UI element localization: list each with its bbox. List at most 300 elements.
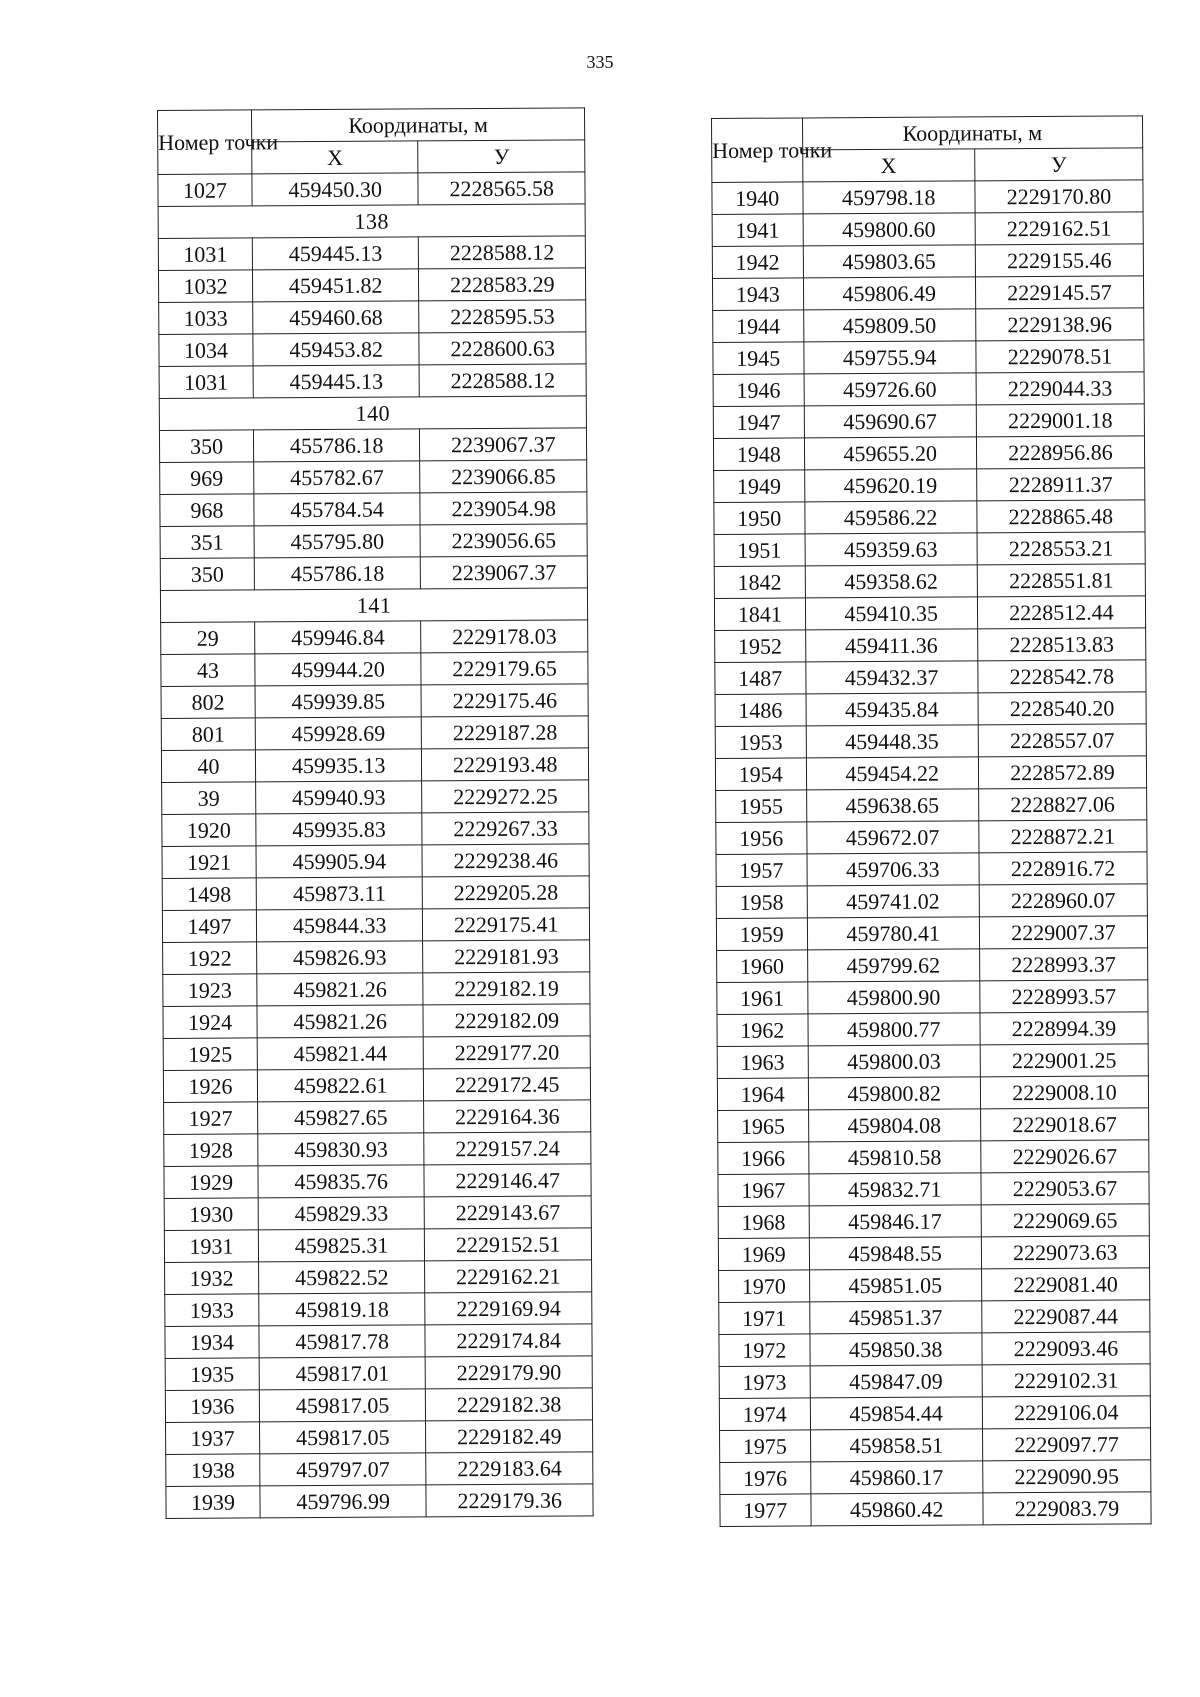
point-number-cell: 1926: [163, 1070, 257, 1103]
y-coordinate-cell: 2229073.63: [981, 1236, 1149, 1269]
y-coordinate-cell: 2229182.09: [423, 1004, 590, 1037]
table-row: [720, 1460, 1151, 1495]
table-row: [712, 180, 1143, 215]
y-coordinate-cell: 2229155.46: [975, 244, 1143, 277]
y-coordinate-cell: 2229069.65: [981, 1204, 1149, 1237]
point-number-cell: 1974: [719, 1398, 810, 1431]
point-number-cell: 1954: [715, 758, 806, 791]
x-coordinate-cell: 459445.13: [252, 237, 419, 270]
point-number-cell: 1945: [713, 342, 804, 375]
table-row: [162, 876, 589, 911]
point-number-cell: 1937: [166, 1422, 260, 1455]
point-number-cell: 40: [161, 750, 255, 783]
x-coordinate-cell: 459741.02: [807, 885, 980, 918]
x-coordinate-cell: 459851.37: [809, 1301, 982, 1334]
y-coordinate-cell: 2229007.37: [979, 916, 1147, 949]
y-coordinate-cell: 2228865.48: [977, 500, 1145, 533]
y-coordinate-cell: 2229106.04: [982, 1396, 1150, 1429]
table-row: [716, 916, 1147, 951]
x-coordinate-cell: 459755.94: [803, 341, 976, 374]
x-coordinate-cell: 459835.76: [258, 1165, 425, 1198]
table-row: [163, 940, 590, 975]
y-coordinate-cell: 2228600.63: [419, 332, 586, 365]
x-coordinate-cell: 459410.35: [805, 597, 978, 630]
x-coordinate-cell: 459827.65: [257, 1101, 424, 1134]
y-coordinate-cell: 2229177.20: [424, 1036, 591, 1069]
y-coordinate-cell: 2228993.57: [980, 980, 1148, 1013]
y-coordinate-cell: 2239056.65: [420, 524, 587, 557]
point-number-cell: 1930: [164, 1198, 258, 1231]
section-row: [159, 396, 586, 431]
y-coordinate-cell: 2229053.67: [981, 1172, 1149, 1205]
x-coordinate-cell: 459460.68: [253, 301, 420, 334]
point-number-cell: 1939: [166, 1486, 260, 1519]
coordinates-table-right: [711, 115, 1152, 1527]
x-coordinate-cell: 459620.19: [804, 469, 977, 502]
y-coordinate-cell: 2229081.40: [981, 1268, 1149, 1301]
table-row: [161, 684, 588, 719]
x-coordinate-cell: 459796.99: [260, 1485, 427, 1518]
table-row: [159, 428, 586, 463]
table-row: [162, 908, 589, 943]
x-coordinate-cell: 455786.18: [254, 557, 421, 590]
point-number-cell: 1922: [163, 942, 257, 975]
table-row: [713, 372, 1144, 407]
y-coordinate-cell: 2229097.77: [982, 1428, 1150, 1461]
x-coordinate-cell: 459804.08: [808, 1109, 981, 1142]
y-coordinate-cell: 2229018.67: [980, 1108, 1148, 1141]
y-coordinate-cell: 2239066.85: [420, 460, 587, 493]
table-row: [713, 436, 1144, 471]
table-row: [715, 756, 1146, 791]
point-number-cell: 1934: [165, 1326, 259, 1359]
y-coordinate-cell: 2229181.93: [423, 940, 590, 973]
point-number-cell: 1966: [718, 1142, 809, 1175]
y-coordinate-cell: 2228542.78: [978, 660, 1146, 693]
x-coordinate-cell: 459819.18: [259, 1293, 426, 1326]
y-coordinate-cell: 2229001.18: [976, 404, 1144, 437]
y-coordinate-cell: 2229182.38: [426, 1388, 593, 1421]
point-number-cell: 1973: [719, 1366, 810, 1399]
y-coordinate-cell: 2228588.12: [419, 236, 586, 269]
point-number-cell: 1498: [162, 878, 256, 911]
y-coordinate-cell: 2239054.98: [420, 492, 587, 525]
x-coordinate-cell: 459944.20: [255, 653, 422, 686]
x-coordinate-cell: 459586.22: [804, 501, 977, 534]
table-row: [716, 788, 1147, 823]
table-row: [161, 620, 588, 655]
point-number-cell: 1921: [162, 846, 256, 879]
y-coordinate-cell: 2228956.86: [976, 436, 1144, 469]
point-number-cell: 1931: [164, 1230, 258, 1263]
point-number-cell: 1027: [158, 174, 252, 207]
x-coordinate-cell: 459860.42: [810, 1493, 983, 1526]
table-row: [718, 1204, 1149, 1239]
x-coordinate-cell: 459821.44: [257, 1037, 424, 1070]
point-number-cell: 29: [161, 622, 255, 655]
x-coordinate-cell: 459848.55: [809, 1237, 982, 1270]
y-coordinate-cell: 2229164.36: [424, 1100, 591, 1133]
x-coordinate-cell: 459806.49: [803, 277, 976, 310]
point-number-cell: 1960: [717, 950, 808, 983]
table-row: [714, 532, 1145, 567]
table-row: [158, 172, 585, 207]
x-coordinate-cell: 459829.33: [258, 1197, 425, 1230]
x-coordinate-cell: 459453.82: [253, 333, 420, 366]
x-coordinate-cell: 459800.03: [808, 1045, 981, 1078]
y-coordinate-cell: 2228827.06: [978, 788, 1146, 821]
point-number-cell: 1952: [715, 630, 806, 663]
point-number-cell: 1031: [159, 366, 253, 399]
x-coordinate-cell: 459797.07: [260, 1453, 427, 1486]
x-coordinate-cell: 459800.82: [808, 1077, 981, 1110]
point-number-cell: 1942: [712, 246, 803, 279]
y-coordinate-cell: 2229193.48: [422, 748, 589, 781]
table-row: [719, 1396, 1150, 1431]
coordinates-table-left: [157, 107, 594, 1519]
table-row: [160, 524, 587, 559]
point-number-cell: 1975: [720, 1430, 811, 1463]
point-number-cell: 1841: [714, 598, 805, 631]
table-row: [162, 780, 589, 815]
point-number-cell: 1943: [712, 278, 803, 311]
section-label: 140: [159, 396, 586, 431]
table-row: [160, 460, 587, 495]
x-coordinate-cell: 459432.37: [805, 661, 978, 694]
x-coordinate-cell: 459359.63: [805, 533, 978, 566]
table-row: [164, 1228, 591, 1263]
y-coordinate-cell: 2228512.44: [977, 596, 1145, 629]
point-number-cell: 350: [159, 430, 253, 463]
x-coordinate-cell: 459803.65: [803, 245, 976, 278]
point-number-cell: 1948: [713, 438, 804, 471]
table-row: [159, 300, 586, 335]
x-coordinate-cell: 459821.26: [257, 973, 424, 1006]
table-row: [720, 1428, 1151, 1463]
point-number-cell: 1933: [165, 1294, 259, 1327]
y-coordinate-cell: 2228557.07: [978, 724, 1146, 757]
header-y: У: [975, 148, 1143, 181]
x-coordinate-cell: 459847.09: [810, 1365, 983, 1398]
y-coordinate-cell: 2229162.21: [425, 1260, 592, 1293]
x-coordinate-cell: 459780.41: [807, 917, 980, 950]
y-coordinate-cell: 2229083.79: [983, 1492, 1151, 1525]
point-number-cell: 1924: [163, 1006, 257, 1039]
header-coordinates: Координаты, м: [251, 108, 584, 142]
point-number-cell: 1944: [713, 310, 804, 343]
x-coordinate-cell: 459844.33: [256, 909, 423, 942]
x-coordinate-cell: 459821.26: [257, 1005, 424, 1038]
y-coordinate-cell: 2228583.29: [419, 268, 586, 301]
point-number-cell: 1961: [717, 982, 808, 1015]
x-coordinate-cell: 459935.13: [255, 749, 422, 782]
table-row: [716, 884, 1147, 919]
point-number-cell: 1032: [158, 270, 252, 303]
table-row: [719, 1268, 1150, 1303]
x-coordinate-cell: 459655.20: [804, 437, 977, 470]
table-row: [717, 1044, 1148, 1079]
x-coordinate-cell: 455795.80: [254, 525, 421, 558]
table-row: [161, 716, 588, 751]
y-coordinate-cell: 2229179.90: [426, 1356, 593, 1389]
table-row: [712, 212, 1143, 247]
x-coordinate-cell: 459822.61: [257, 1069, 424, 1102]
point-number-cell: 1976: [720, 1462, 811, 1495]
x-coordinate-cell: 455782.67: [254, 461, 421, 494]
point-number-cell: 1949: [714, 470, 805, 503]
point-number-cell: 1953: [715, 726, 806, 759]
point-number-cell: 1940: [712, 182, 803, 215]
y-coordinate-cell: 2229187.28: [422, 716, 589, 749]
point-number-cell: 1920: [162, 814, 256, 847]
x-coordinate-cell: 459850.38: [809, 1333, 982, 1366]
x-coordinate-cell: 459830.93: [258, 1133, 425, 1166]
x-coordinate-cell: 459940.93: [256, 781, 423, 814]
table-row: [717, 948, 1148, 983]
x-coordinate-cell: 459435.84: [806, 693, 979, 726]
y-coordinate-cell: 2229174.84: [425, 1324, 592, 1357]
table-row: [714, 468, 1145, 503]
y-coordinate-cell: 2228872.21: [979, 820, 1147, 853]
point-number-cell: 1972: [719, 1334, 810, 1367]
point-number-cell: 1938: [166, 1454, 260, 1487]
y-coordinate-cell: 2229087.44: [982, 1300, 1150, 1333]
y-coordinate-cell: 2228513.83: [978, 628, 1146, 661]
table-row: [159, 332, 586, 367]
x-coordinate-cell: 459832.71: [808, 1173, 981, 1206]
x-coordinate-cell: 459706.33: [806, 853, 979, 886]
point-number-cell: 350: [160, 558, 254, 591]
x-coordinate-cell: 459799.62: [807, 949, 980, 982]
y-coordinate-cell: 2229170.80: [975, 180, 1143, 213]
table-row: [718, 1236, 1149, 1271]
y-coordinate-cell: 2229152.51: [425, 1228, 592, 1261]
x-coordinate-cell: 459851.05: [809, 1269, 982, 1302]
y-coordinate-cell: 2228960.07: [979, 884, 1147, 917]
table-row: [165, 1260, 592, 1295]
x-coordinate-cell: 459810.58: [808, 1141, 981, 1174]
page-number: 335: [586, 52, 614, 72]
section-row: [160, 588, 587, 623]
y-coordinate-cell: 2228916.72: [979, 852, 1147, 885]
y-coordinate-cell: 2229143.67: [425, 1196, 592, 1229]
y-coordinate-cell: 2229172.45: [424, 1068, 591, 1101]
x-coordinate-cell: 459935.83: [256, 813, 423, 846]
y-coordinate-cell: 2229138.96: [976, 308, 1144, 341]
table-row: [163, 1004, 590, 1039]
x-coordinate-cell: 459672.07: [806, 821, 979, 854]
y-coordinate-cell: 2229182.19: [423, 972, 590, 1005]
x-coordinate-cell: 459451.82: [252, 269, 419, 302]
table-row: [163, 972, 590, 1007]
header-coordinates: Координаты, м: [802, 116, 1143, 150]
x-coordinate-cell: 459726.60: [804, 373, 977, 406]
table-row: [165, 1356, 592, 1391]
point-number-cell: 1932: [165, 1262, 259, 1295]
table-row: [719, 1364, 1150, 1399]
table-row: [716, 852, 1147, 887]
table-row: [718, 1108, 1149, 1143]
x-coordinate-cell: 459939.85: [255, 685, 422, 718]
y-coordinate-cell: 2229093.46: [982, 1332, 1150, 1365]
x-coordinate-cell: 459825.31: [258, 1229, 425, 1262]
y-coordinate-cell: 2228572.89: [978, 756, 1146, 789]
x-coordinate-cell: 459860.17: [810, 1461, 983, 1494]
y-coordinate-cell: 2228565.58: [418, 172, 585, 205]
point-number-cell: 801: [161, 718, 255, 751]
y-coordinate-cell: 2228595.53: [419, 300, 586, 333]
point-number-cell: 802: [161, 686, 255, 719]
y-coordinate-cell: 2229044.33: [976, 372, 1144, 405]
table-row: [715, 628, 1146, 663]
x-coordinate-cell: 459800.60: [803, 213, 976, 246]
y-coordinate-cell: 2229238.46: [422, 844, 589, 877]
table-row: [718, 1140, 1149, 1175]
point-number-cell: 43: [161, 654, 255, 687]
y-coordinate-cell: 2229145.57: [975, 276, 1143, 309]
point-number-cell: 1935: [165, 1358, 259, 1391]
x-coordinate-cell: 459817.01: [259, 1357, 426, 1390]
x-coordinate-cell: 459411.36: [805, 629, 978, 662]
right-table-body: [712, 180, 1151, 1527]
y-coordinate-cell: 2229179.36: [426, 1484, 593, 1517]
x-coordinate-cell: 459873.11: [256, 877, 423, 910]
x-coordinate-cell: 459826.93: [257, 941, 424, 974]
table-row: [714, 500, 1145, 535]
table-row: [165, 1324, 592, 1359]
header-x: X: [252, 141, 419, 174]
point-number-cell: 1941: [712, 214, 803, 247]
y-coordinate-cell: 2229162.51: [975, 212, 1143, 245]
x-coordinate-cell: 459817.05: [259, 1389, 426, 1422]
table-row: [159, 364, 586, 399]
left-table-body: [158, 172, 593, 1519]
point-number-cell: 1965: [718, 1110, 809, 1143]
point-number-cell: 1497: [162, 910, 256, 943]
point-number-cell: 39: [162, 782, 256, 815]
section-label: 141: [160, 588, 587, 623]
point-number-cell: 1951: [714, 534, 805, 567]
y-coordinate-cell: 2228911.37: [977, 468, 1145, 501]
table-row: [166, 1420, 593, 1455]
point-number-cell: 1927: [164, 1102, 258, 1135]
point-number-cell: 1971: [719, 1302, 810, 1335]
y-coordinate-cell: 2229157.24: [424, 1132, 591, 1165]
x-coordinate-cell: 459450.30: [252, 173, 419, 206]
y-coordinate-cell: 2229078.51: [976, 340, 1144, 373]
point-number-cell: 1962: [717, 1014, 808, 1047]
point-number-cell: 1034: [159, 334, 253, 367]
x-coordinate-cell: 459445.13: [253, 365, 420, 398]
x-coordinate-cell: 459800.77: [807, 1013, 980, 1046]
point-number-cell: 1977: [720, 1494, 811, 1527]
x-coordinate-cell: 455786.18: [253, 429, 420, 462]
x-coordinate-cell: 459638.65: [806, 789, 979, 822]
table-row: [162, 812, 589, 847]
y-coordinate-cell: 2229179.65: [421, 652, 588, 685]
table-row: [717, 1076, 1148, 1111]
y-coordinate-cell: 2229001.25: [980, 1044, 1148, 1077]
y-coordinate-cell: 2228551.81: [977, 564, 1145, 597]
y-coordinate-cell: 2239067.37: [420, 428, 587, 461]
x-coordinate-cell: 459798.18: [802, 181, 975, 214]
y-coordinate-cell: 2229267.33: [422, 812, 589, 845]
y-coordinate-cell: 2228540.20: [978, 692, 1146, 725]
table-row: [717, 1012, 1148, 1047]
point-number-cell: 1963: [717, 1046, 808, 1079]
y-coordinate-cell: 2229205.28: [423, 876, 590, 909]
y-coordinate-cell: 2229272.25: [422, 780, 589, 813]
table-row: [160, 492, 587, 527]
point-number-cell: 1487: [715, 662, 806, 695]
y-coordinate-cell: 2229182.49: [426, 1420, 593, 1453]
point-number-cell: 1031: [158, 238, 252, 271]
point-number-cell: 1959: [716, 918, 807, 951]
table-row: [713, 404, 1144, 439]
y-coordinate-cell: 2228993.37: [979, 948, 1147, 981]
table-row: [712, 244, 1143, 279]
y-coordinate-cell: 2229146.47: [424, 1164, 591, 1197]
point-number-cell: 1946: [713, 374, 804, 407]
table-row: [719, 1300, 1150, 1335]
table-row: [165, 1388, 592, 1423]
point-number-cell: 1928: [164, 1134, 258, 1167]
x-coordinate-cell: 459846.17: [809, 1205, 982, 1238]
point-number-cell: 351: [160, 526, 254, 559]
table-row: [716, 820, 1147, 855]
x-coordinate-cell: 459454.22: [806, 757, 979, 790]
point-number-cell: 1964: [717, 1078, 808, 1111]
point-number-cell: 1970: [719, 1270, 810, 1303]
x-coordinate-cell: 459817.78: [259, 1325, 426, 1358]
point-number-cell: 1486: [715, 694, 806, 727]
table-row: [166, 1452, 593, 1487]
point-number-cell: 1969: [718, 1238, 809, 1271]
x-coordinate-cell: 459690.67: [804, 405, 977, 438]
table-row: [715, 724, 1146, 759]
table-row: [166, 1484, 593, 1519]
table-row: [164, 1100, 591, 1135]
x-coordinate-cell: 459817.05: [259, 1421, 426, 1454]
table-row: [161, 652, 588, 687]
table-row: [718, 1172, 1149, 1207]
table-row: [714, 564, 1145, 599]
table-row: [717, 980, 1148, 1015]
header-y: У: [418, 140, 585, 173]
table-row: [162, 844, 589, 879]
x-coordinate-cell: 459928.69: [255, 717, 422, 750]
y-coordinate-cell: 2228588.12: [420, 364, 587, 397]
point-number-cell: 1967: [718, 1174, 809, 1207]
table-row: [714, 596, 1145, 631]
y-coordinate-cell: 2229008.10: [980, 1076, 1148, 1109]
table-row: [719, 1332, 1150, 1367]
x-coordinate-cell: 459448.35: [806, 725, 979, 758]
y-coordinate-cell: 2229102.31: [982, 1364, 1150, 1397]
table-row: [164, 1196, 591, 1231]
table-row: [164, 1164, 591, 1199]
x-coordinate-cell: 459358.62: [805, 565, 978, 598]
y-coordinate-cell: 2229178.03: [421, 620, 588, 653]
y-coordinate-cell: 2229026.67: [981, 1140, 1149, 1173]
table-row: [713, 340, 1144, 375]
table-row: [715, 660, 1146, 695]
y-coordinate-cell: 2229175.46: [421, 684, 588, 717]
y-coordinate-cell: 2239067.37: [421, 556, 588, 589]
header-x: X: [802, 149, 975, 182]
table-row: [720, 1492, 1151, 1527]
x-coordinate-cell: 459854.44: [810, 1397, 983, 1430]
